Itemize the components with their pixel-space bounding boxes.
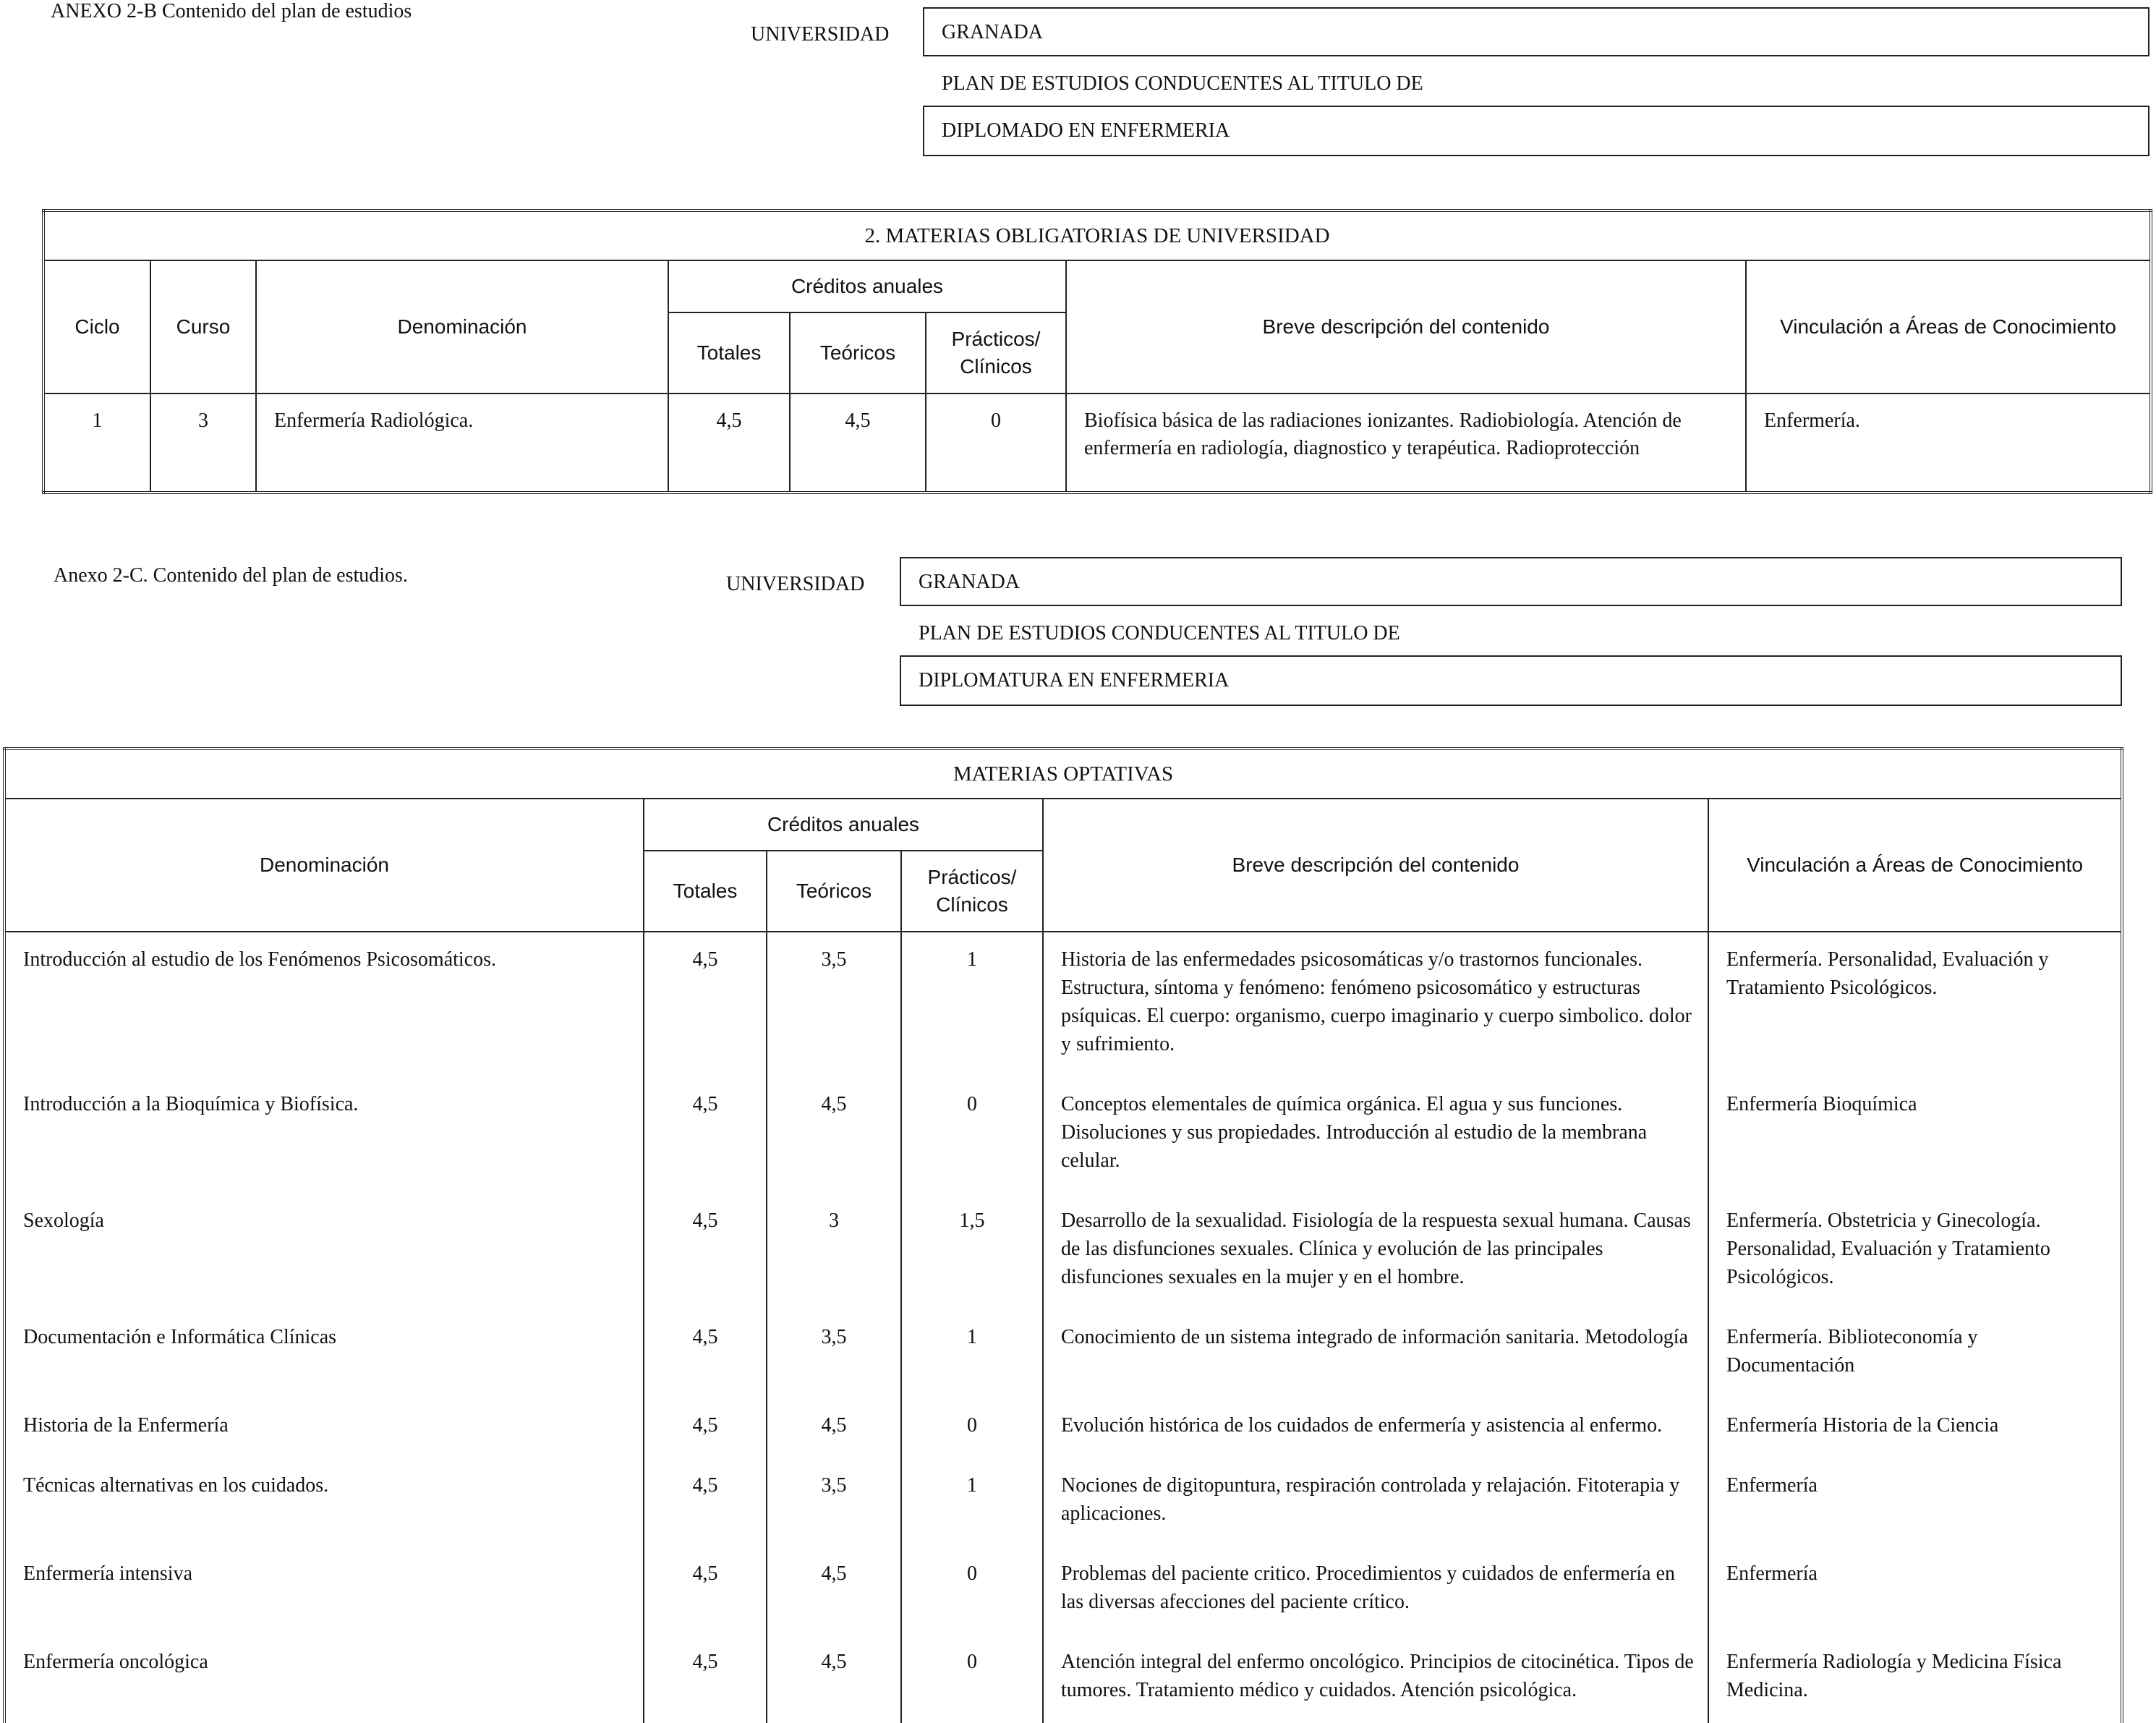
cell-descripcion: Nociones de digitopuntura, respiración controlada y relajación. Fitoterapia y aplicaciones.: [1043, 1458, 1708, 1547]
header-vinculacion: Vinculación a Áreas de Conocimiento: [1746, 260, 2151, 393]
cell-descripcion: Evolución histórica de los cuidados de enfermería y asistencia al enfermo.: [1043, 1398, 1708, 1458]
cell-descripcion: Atención integral del enfermo oncológico. Principios de citocinética. Tipos de tumores. Tratamiento médico y cuidados. Atención psicológica.: [1043, 1635, 1708, 1723]
header-totales: Totales: [668, 312, 790, 393]
cell-vinculacion: Enfermería. Obstetricia y Ginecología. Personalidad, Evaluación y Tratamiento Psicológicos.: [1708, 1194, 2122, 1310]
header-denominacion: Denominación: [4, 799, 644, 932]
header-denominacion: Denominación: [256, 260, 668, 393]
header-practicos: Prácticos/ Clínicos: [926, 312, 1066, 393]
cell-denominacion: Enfermería oncológica: [4, 1635, 644, 1723]
header-vinculacion: Vinculación a Áreas de Conocimiento: [1708, 799, 2122, 932]
cell-descripcion: Desarrollo de la sexualidad. Fisiología de la respuesta sexual humana. Causas de las disfunciones sexuales. Clínica y evolución de las principales disfunciones sexuales en la mujer y en el hombre.: [1043, 1194, 1708, 1310]
cell-denominacion: Documentación e Informática Clínicas: [4, 1310, 644, 1398]
table-row: [4, 1310, 2122, 1398]
cell-vinculacion: Enfermería Bioquímica: [1708, 1077, 2122, 1194]
annex-b-universidad-field: GRANADA: [923, 7, 2149, 56]
cell-descripcion: Conocimiento de un sistema integrado de información sanitaria. Metodología: [1043, 1310, 1708, 1398]
cell-totales: 4,5: [644, 1077, 767, 1194]
cell-denominacion: Introducción al estudio de los Fenómenos Psicosomáticos.: [4, 932, 644, 1077]
table-row: [4, 1077, 2122, 1194]
cell-totales: 4,5: [644, 1635, 767, 1723]
header-creditos-anuales: Créditos anuales: [644, 799, 1043, 851]
cell-denominacion: Introducción a la Bioquímica y Biofísica.: [4, 1077, 644, 1194]
header-descripcion: Breve descripción del contenido: [1066, 260, 1746, 393]
cell-teoricos: 4,5: [767, 1635, 901, 1723]
cell-practicos: 1: [901, 1310, 1043, 1398]
table-row: [4, 1635, 2122, 1723]
cell-denominacion: Historia de la Enfermería: [4, 1398, 644, 1458]
cell-totales: 4,5: [644, 1547, 767, 1635]
table2-title: MATERIAS OPTATIVAS: [4, 749, 2122, 799]
materias-obligatorias-table: [42, 209, 2152, 494]
cell-teoricos: 4,5: [767, 1398, 901, 1458]
header-teoricos: Teóricos: [790, 312, 926, 393]
cell-curso: 3: [150, 393, 256, 493]
cell-denominacion: Técnicas alternativas en los cuidados.: [4, 1458, 644, 1547]
table-row: [4, 932, 2122, 1077]
cell-practicos: 1: [901, 932, 1043, 1077]
header-descripcion: Breve descripción del contenido: [1043, 799, 1708, 932]
cell-vinculacion: Enfermería: [1708, 1458, 2122, 1547]
cell-practicos: 0: [901, 1547, 1043, 1635]
cell-totales: 4,5: [644, 1310, 767, 1398]
annex-c-titulo-field: DIPLOMATURA EN ENFERMERIA: [900, 655, 2122, 706]
cell-ciclo: 1: [43, 393, 150, 493]
header-practicos: Prácticos/ Clínicos: [901, 851, 1043, 932]
cell-teoricos: 3,5: [767, 932, 901, 1077]
table-row: [4, 1398, 2122, 1458]
cell-totales: 4,5: [644, 1458, 767, 1547]
annex-c-universidad-label: UNIVERSIDAD: [726, 573, 865, 595]
cell-practicos: 0: [901, 1635, 1043, 1723]
cell-vinculacion: Enfermería. Biblioteconomía y Documentación: [1708, 1310, 2122, 1398]
table1-title: 2. MATERIAS OBLIGATORIAS DE UNIVERSIDAD: [43, 210, 2151, 260]
cell-teoricos: 4,5: [767, 1547, 901, 1635]
cell-teoricos: 3,5: [767, 1310, 901, 1398]
cell-practicos: 0: [901, 1398, 1043, 1458]
cell-descripcion: Problemas del paciente critico. Procedimientos y cuidados de enfermería en las diversas afecciones del paciente crítico.: [1043, 1547, 1708, 1635]
header-teoricos: Teóricos: [767, 851, 901, 932]
header-totales: Totales: [644, 851, 767, 932]
cell-totales: 4,5: [644, 1398, 767, 1458]
annex-b-titulo-field: DIPLOMADO EN ENFERMERIA: [923, 106, 2149, 156]
cell-teoricos: 4,5: [790, 393, 926, 493]
annex-b-universidad-label: UNIVERSIDAD: [751, 23, 890, 46]
cell-vinculacion: Enfermería.: [1746, 393, 2151, 493]
header-curso: Curso: [150, 260, 256, 393]
header-ciclo: Ciclo: [43, 260, 150, 393]
cell-denominacion: Sexología: [4, 1194, 644, 1310]
cell-descripcion: Historia de las enfermedades psicosomáticas y/o trastornos funcionales. Estructura, síntoma y fenómeno: fenómeno psicosomático y estructuras psíquicas. El cuerpo: organismo, cuerpo imaginario y cuerpo simbolico. dolor y sufrimiento.: [1043, 932, 1708, 1077]
annex-c-label: Anexo 2-C. Contenido del plan de estudios.: [54, 564, 408, 587]
cell-practicos: 1,5: [901, 1194, 1043, 1310]
cell-denominacion: Enfermería intensiva: [4, 1547, 644, 1635]
materias-optativas-table: [3, 747, 2123, 1723]
cell-teoricos: 4,5: [767, 1077, 901, 1194]
cell-descripcion: Biofísica básica de las radiaciones ionizantes. Radiobiología. Atención de enfermería en radiología, diagnostico y terapéutica. Radioprotección: [1066, 393, 1746, 493]
cell-practicos: 1: [901, 1458, 1043, 1547]
cell-teoricos: 3,5: [767, 1458, 901, 1547]
cell-descripcion: Conceptos elementales de química orgánica. El agua y sus funciones. Disoluciones y sus propiedades. Introducción al estudio de la membrana celular.: [1043, 1077, 1708, 1194]
annex-c-universidad-field: GRANADA: [900, 557, 2122, 606]
header-creditos-anuales: Créditos anuales: [668, 260, 1066, 312]
table-row: [4, 1458, 2122, 1547]
cell-vinculacion: Enfermería. Personalidad, Evaluación y Tratamiento Psicológicos.: [1708, 932, 2122, 1077]
cell-totales: 4,5: [644, 1194, 767, 1310]
cell-vinculacion: Enfermería: [1708, 1547, 2122, 1635]
annex-c-plan-label: PLAN DE ESTUDIOS CONDUCENTES AL TITULO DE: [919, 622, 1400, 644]
cell-vinculacion: Enfermería Historia de la Ciencia: [1708, 1398, 2122, 1458]
cell-practicos: 0: [901, 1077, 1043, 1194]
table-row: [4, 1547, 2122, 1635]
cell-totales: 4,5: [644, 932, 767, 1077]
annex-b-plan-label: PLAN DE ESTUDIOS CONDUCENTES AL TITULO DE: [942, 72, 1423, 95]
annex-b-label: ANEXO 2-B Contenido del plan de estudios: [51, 0, 412, 22]
cell-totales: 4,5: [668, 393, 790, 493]
table-row: [4, 1194, 2122, 1310]
cell-teoricos: 3: [767, 1194, 901, 1310]
table-row: [43, 393, 2151, 493]
cell-denominacion: Enfermería Radiológica.: [256, 393, 668, 493]
cell-vinculacion: Enfermería Radiología y Medicina Física Medicina.: [1708, 1635, 2122, 1723]
cell-practicos: 0: [926, 393, 1066, 493]
